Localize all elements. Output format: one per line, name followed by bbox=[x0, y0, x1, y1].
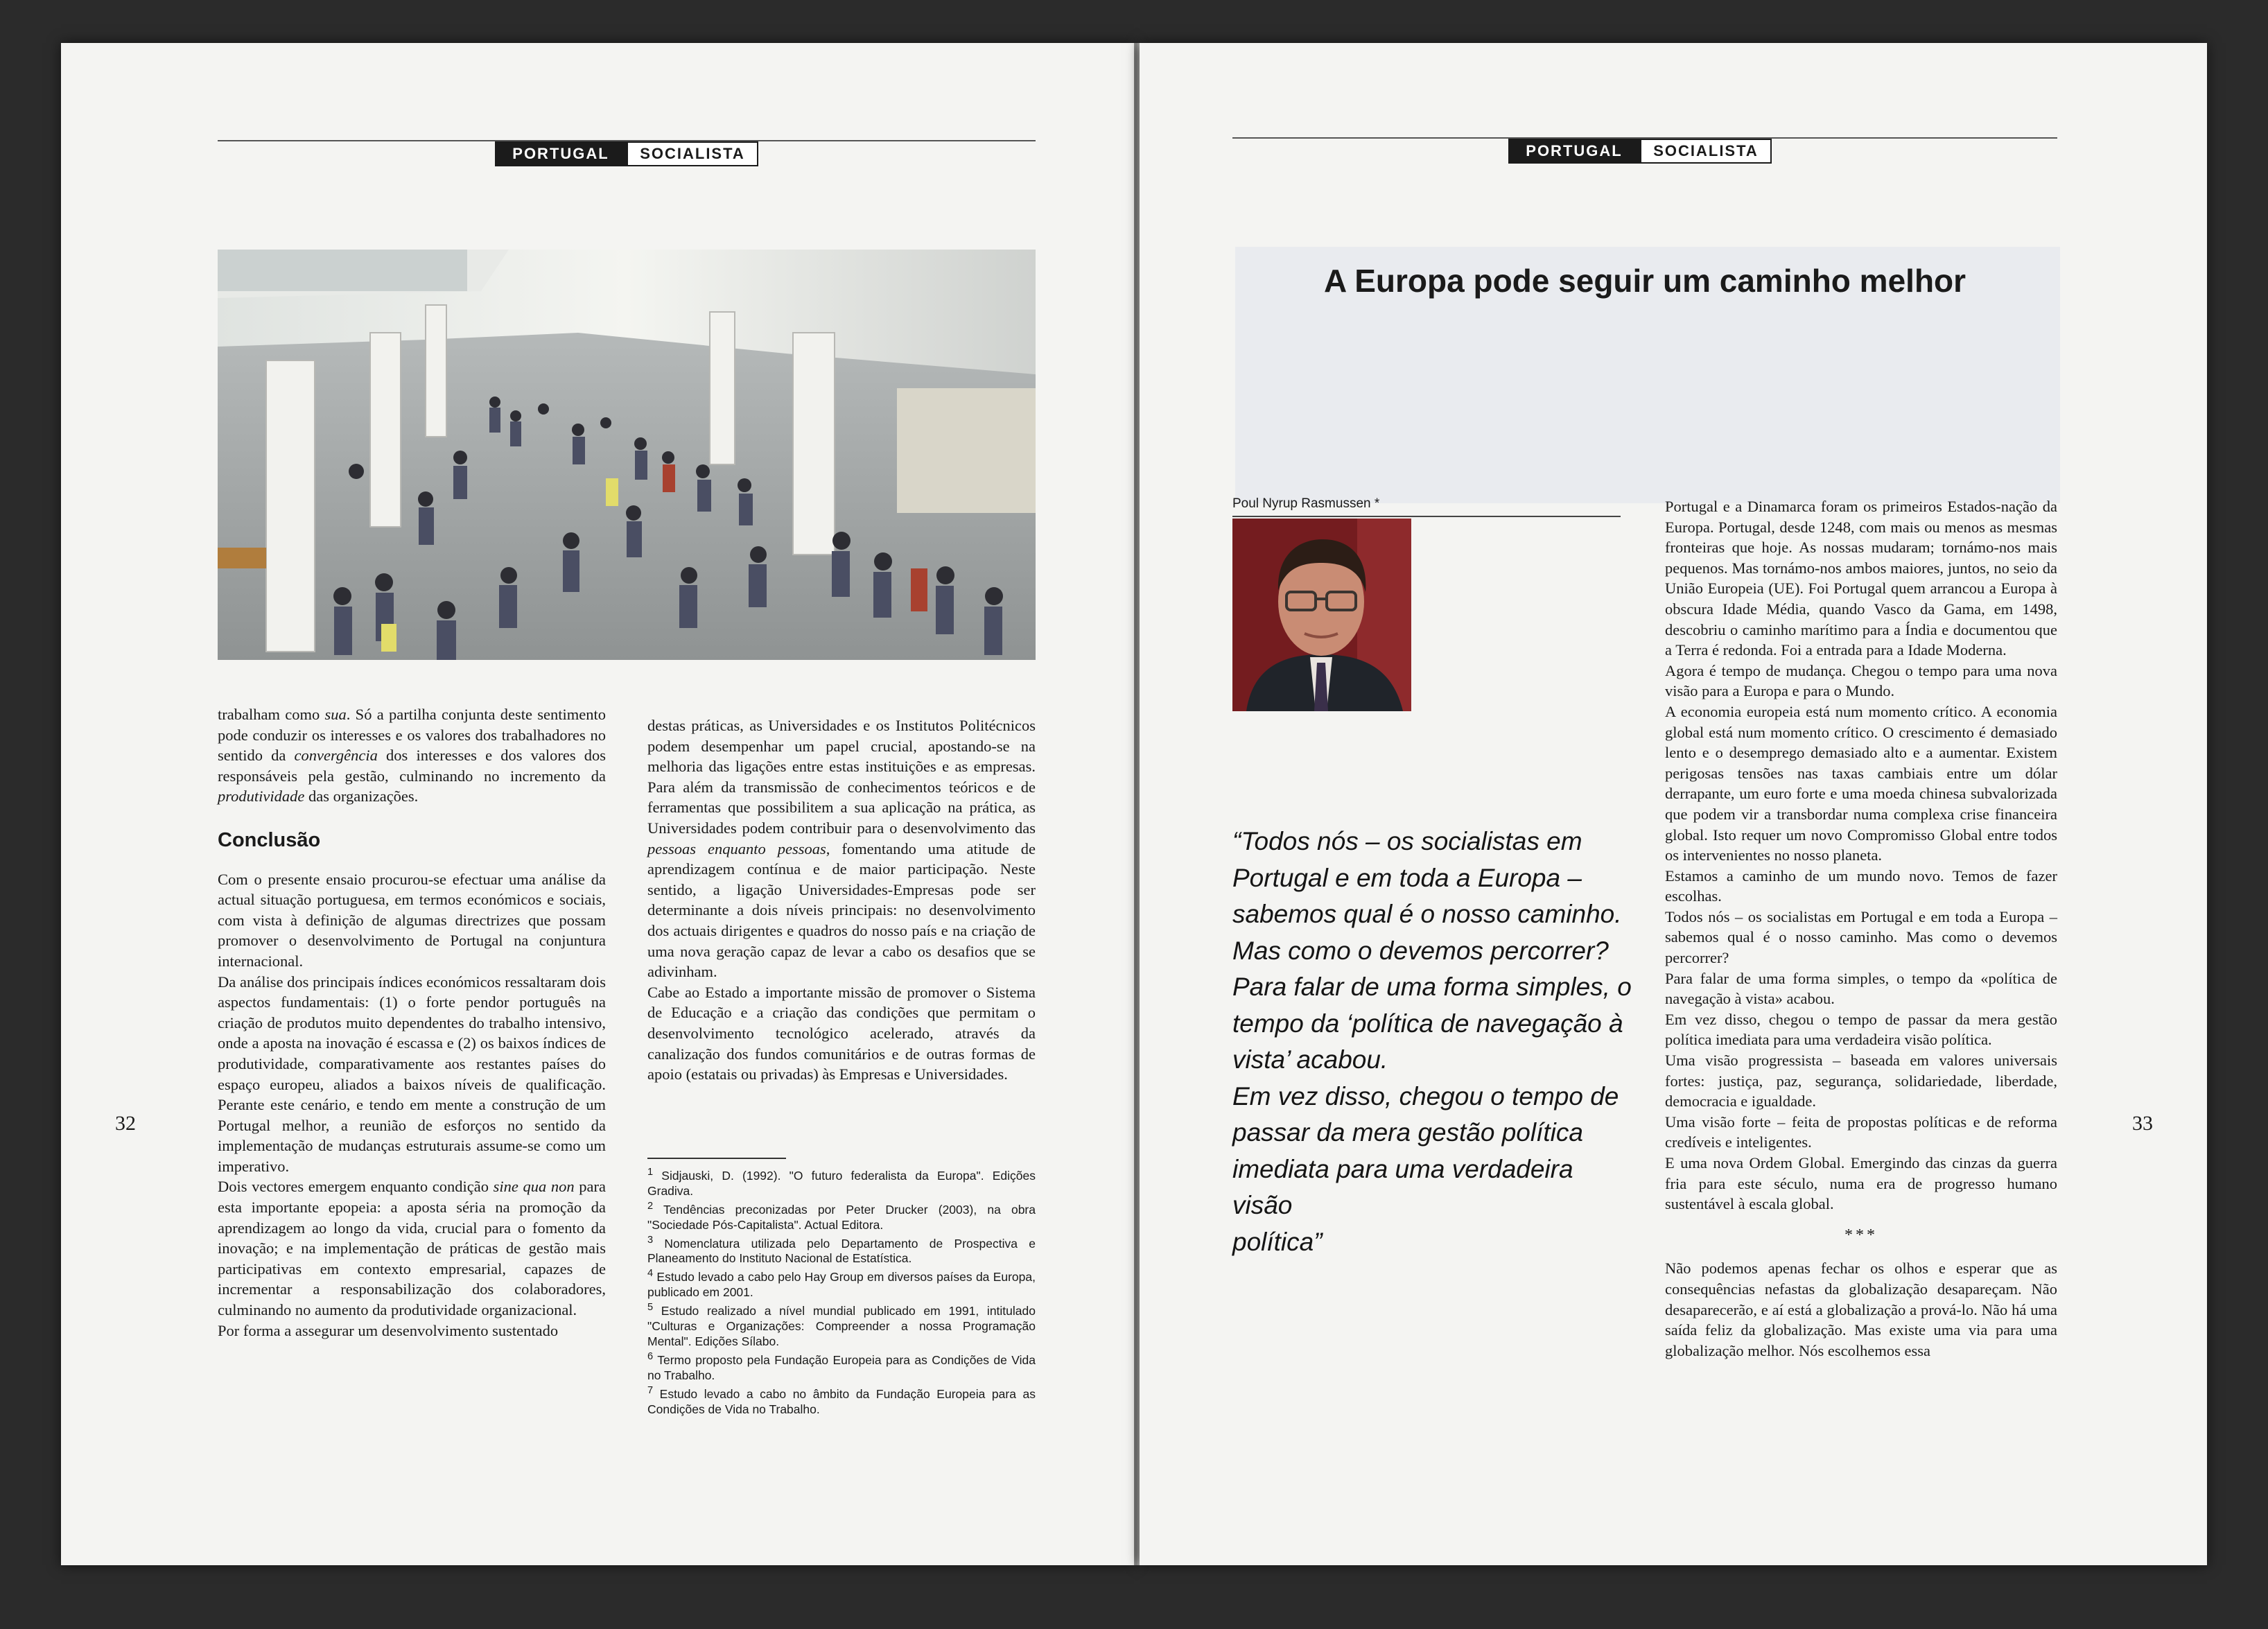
right-paragraph-3: Estamos a caminho de um mundo novo. Temos de fazer escolhas. bbox=[1665, 866, 2057, 905]
page-number: 32 bbox=[115, 1112, 136, 1135]
page-number: 33 bbox=[2132, 1112, 2153, 1135]
right-paragraph-11: Não podemos apenas fechar os olhos e esperar que as consequências nefastas da globalização desapareçam. Não desaparecerão, e aí está a globalização a prová-lo. Não há uma saída feliz da globalização. Mas existe uma via para uma globalização melhor. Nós escolhemos essa bbox=[1665, 1260, 2057, 1359]
section-tag bbox=[495, 141, 758, 166]
left-col2-text bbox=[647, 715, 1036, 1085]
right-paragraph-7: Uma visão progressista – baseada em valores universais fortes: justiça, paz, segurança, solidariedade, liberdade, democracia e igualdade. bbox=[1665, 1052, 2057, 1110]
tag-portugal: PORTUGAL bbox=[1508, 139, 1640, 164]
quote-line-2: sabemos qual é o nosso caminho. bbox=[1232, 900, 1622, 928]
left-col2-paragraph-0: destas práticas, as Universidades e os Institutos Politécnicos podem desempenhar um papel crucial, apostando-se na melhoria das ligações entre estas instituições e as empresas. Para além da transmissão de conhecimentos teóricos e de ferramentas que possibilitem a sua aplicação na prática, as Universidades podem contribuir para o desenvolvimento das pessoas enquanto pessoas, fomentando uma atitude de aprendizagem contínua e de maior participação. Neste sentido, a ligação Universidades-Empresas pode ser determinante a dois níveis principais: no desenvolvimento dos actuais dirigentes e quadros do nosso país e na criação de uma nova geração capaz de levar a cabo os desafios que se adivinham. bbox=[647, 717, 1036, 981]
footnote-rule bbox=[647, 1158, 786, 1159]
right-column-text bbox=[1665, 496, 2057, 1361]
footnote-2: $^3$ Nomenclatura utilizada pelo Departamento de Prospectiva e Planeamento do Instituto Nacional de Estatística. bbox=[647, 1234, 1036, 1266]
quote-line-4: Para falar de uma forma simples, o bbox=[1232, 973, 1632, 1001]
quote-line-3: Mas como o devemos percorrer? bbox=[1232, 936, 1609, 965]
right-paragraph-0: Portugal e a Dinamarca foram os primeiros Estados-nação da Europa. Portugal, desde 1248, com mais ou menos as mesmas fronteiras que hoje. As nossas mudaram; tornámo-nos mais pequenos. Mas tornámo-nos ambos maiores, juntos, no seio da União Europeia (UE). Foi Portugal quem arrancou a Europa à obscura Idade Média, quando Vasco da Gama, em 1498, descobriu o caminho marítimo para a Índia e documentou que a Terra é redonda. Foi a entrada para a Idade Moderna. bbox=[1665, 498, 2057, 659]
left-col1-paragraph-5: Por forma a assegurar um desenvolvimento sustentado bbox=[218, 1321, 559, 1339]
right-page bbox=[1140, 43, 2207, 1565]
quote-line-6: vista’ acabou. bbox=[1232, 1045, 1388, 1074]
left-col1-paragraph-1: Conclusão bbox=[218, 828, 321, 851]
left-col1-text bbox=[218, 704, 606, 1341]
footnote-6: $^7$ Estudo levado a cabo no âmbito da Fundação Europeia para as Condições de Vida no Trabalho. bbox=[647, 1384, 1036, 1416]
right-paragraph-1: Agora é tempo de mudança. Chegou o tempo para uma nova visão para a Europa e para o Mundo. bbox=[1665, 661, 2057, 700]
tag-socialista: SOCIALISTA bbox=[1640, 139, 1772, 164]
university-hall-photo bbox=[218, 250, 1036, 660]
tag-socialista: SOCIALISTA bbox=[627, 141, 758, 166]
pull-quote bbox=[1232, 824, 1634, 1260]
right-paragraph-6: Em vez disso, chegou o tempo de passar da mera gestão política imediata para uma verdadeira visão política. bbox=[1665, 1010, 2057, 1049]
author-portrait bbox=[1232, 519, 1411, 711]
byline-rule bbox=[1232, 516, 1621, 517]
author-byline: Poul Nyrup Rasmussen * bbox=[1232, 496, 1380, 511]
quote-line-5: tempo da ‘política de navegação à bbox=[1232, 1009, 1623, 1038]
quote-line-7: Em vez disso, chegou o tempo de bbox=[1232, 1081, 1619, 1110]
left-col2-paragraph-1: Cabe ao Estado a importante missão de promover o Sistema de Educação e a criação das condições que permitam o desenvolvimento tecnológico acelerado, através da canalização dos fundos comunitários e de outras formas de apoio (estatais ou privadas) às Empresas e Universidades. bbox=[647, 983, 1036, 1083]
footnote-3: $^4$ Estudo levado a cabo pelo Hay Group em diversos países da Europa, publicado em 2001. bbox=[647, 1268, 1036, 1300]
left-col1-paragraph-2: Com o presente ensaio procurou-se efectuar uma análise da actual situação portuguesa, em termos económicos e sociais, com vista à definição de algumas directrizes que possam promover o desenvolvimento de Portugal na conjuntura internacional. bbox=[218, 870, 606, 970]
footnote-5: $^6$ Termo proposto pela Fundação Europeia para as Condições de Vida no Trabalho. bbox=[647, 1351, 1036, 1382]
right-paragraph-9: E uma nova Ordem Global. Emergindo das cinzas da guerra fria para este século, numa era de progresso humano sustentável à escala global. bbox=[1665, 1154, 2057, 1213]
quote-line-1: Portugal e em toda a Europa – bbox=[1232, 863, 1582, 892]
right-paragraph-5: Para falar de uma forma simples, o tempo da «política de navegação à vista» acabou. bbox=[1665, 969, 2057, 1008]
left-column-1 bbox=[218, 704, 606, 1341]
left-col1-paragraph-0: trabalham como sua. Só a partilha conjunta deste sentimento pode conduzir os interesses e os valores dos trabalhadores no sentido da convergência dos interesses e dos valores dos responsáveis pela gestão, culminando no incremento da produtividade das organizações. bbox=[218, 706, 607, 805]
right-paragraph-10: *** bbox=[1844, 1226, 1878, 1244]
left-col1-paragraph-4: Dois vectores emergem enquanto condição sine qua non para esta importante epopeia: a aposta séria na promoção da aprendizagem ao longo da vida, crucial para o fomento da inovação; e na implementação de práticas de gestão mais participativas em contexto empresarial, capazes de incrementar a responsabilização dos colaboradores, culminando no aumento da produtividade organizacional. bbox=[218, 1178, 606, 1319]
footnote-list bbox=[647, 1165, 1036, 1417]
quote-line-8: passar da mera gestão política bbox=[1232, 1118, 1583, 1147]
tag-portugal: PORTUGAL bbox=[495, 141, 627, 166]
left-column-2 bbox=[647, 715, 1036, 1085]
section-tag bbox=[1508, 139, 1772, 164]
left-page bbox=[61, 43, 1134, 1565]
left-col1-paragraph-3: Da análise dos principais índices económicos ressaltaram dois aspectos fundamentais: (1) o forte pendor português na criação de produtos muito dependentes do trabalho intensivo, onde a aposta na inovação é escassa e (2) os baixos índices de produtividade, comparativamente aos restantes países do espaço europeu, aliados a baixos níveis de qualificação. Perante este cenário, e tendo em mente a construção de um Portugal melhor, a reunião de esforços no sentido da implementação de mudanças estruturais assume-se como um imperativo. bbox=[218, 973, 606, 1175]
quote-line-0: “Todos nós – os socialistas em bbox=[1232, 827, 1582, 855]
quote-line-9: imediata para uma verdadeira visão bbox=[1232, 1154, 1573, 1219]
article-title: A Europa pode seguir um caminho melhor bbox=[1323, 263, 1966, 299]
quote-line-10: política” bbox=[1232, 1227, 1323, 1256]
footnotes bbox=[647, 1165, 1036, 1417]
right-paragraph-8: Uma visão forte – feita de propostas políticas e de reforma credíveis e inteligentes. bbox=[1665, 1113, 2057, 1151]
right-paragraph-2: A economia europeia está num momento crítico. A economia global está num momento crítico. O crescimento é demasiado lento e o desemprego demasiado alto e a aumentar. Existem perigosas tensões nas taxas cambiais entre um dólar derrapante, um euro forte e uma moeda chinesa subvalorizada que podem vir a transbordar numa complexa crise financeira global. Isto requer um novo Compromisso Global entre todos os intervenientes no nosso planeta. bbox=[1665, 702, 2057, 864]
pull-quote-lines bbox=[1232, 824, 1634, 1260]
footnote-4: $^5$ Estudo realizado a nível mundial publicado em 1991, intitulado "Culturas e Organizações: Compreender a nossa Programação Mental". Edições Sílabo. bbox=[647, 1302, 1036, 1349]
right-col-text bbox=[1665, 496, 2057, 1361]
footnote-1: $^2$ Tendências preconizadas por Peter Drucker (2003), na obra "Sociedade Pós-Capitalista". Actual Editora. bbox=[647, 1200, 1036, 1232]
right-paragraph-4: Todos nós – os socialistas em Portugal e em toda a Europa – sabemos qual é o nosso caminho. Mas como o devemos percorrer? bbox=[1665, 907, 2057, 967]
footnote-0: $^1$ Sidjauski, D. (1992). "O futuro federalista da Europa". Edições Gradiva. bbox=[647, 1167, 1036, 1198]
